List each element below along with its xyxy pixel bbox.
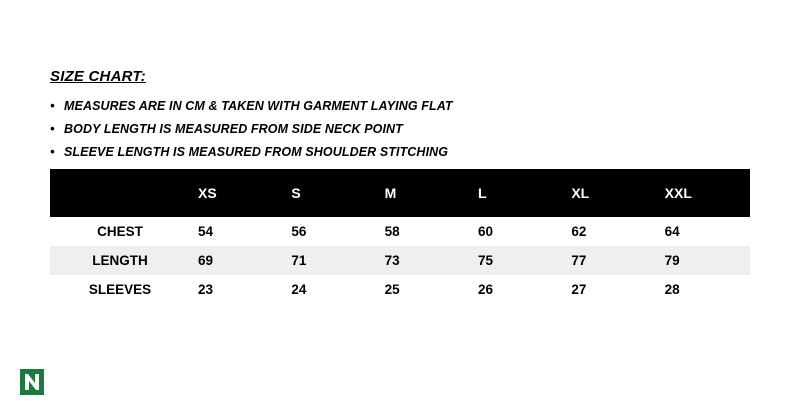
table-header-row [50, 169, 750, 217]
cell-sleeves-m: 25 [384, 282, 400, 297]
column-header-l: L [477, 185, 487, 201]
cell-chest-s: 56 [291, 224, 307, 239]
row-label-length: LENGTH [92, 253, 148, 268]
page-title: SIZE CHART: [50, 68, 146, 85]
cell-sleeves-xs: 23 [198, 282, 214, 297]
table-corner-cell [50, 169, 190, 217]
cell-sleeves-s: 24 [291, 282, 307, 297]
cell-length-xxl: 79 [664, 253, 680, 268]
note-item: • SLEEVE LENGTH IS MEASURED FROM SHOULDER STITCHING [50, 145, 750, 159]
cell-chest-xxl: 64 [664, 224, 680, 239]
cell-length-l: 75 [477, 253, 494, 268]
table-row [50, 275, 750, 304]
table-header [50, 169, 750, 217]
notes-list [50, 99, 750, 159]
row-label-chest: CHEST [97, 224, 143, 239]
table-row [50, 246, 750, 275]
cell-chest-xs: 54 [198, 224, 214, 239]
cell-sleeves-l: 26 [477, 282, 494, 297]
column-header-m: M [384, 185, 397, 201]
cell-chest-m: 58 [384, 224, 400, 239]
cell-length-m: 73 [384, 253, 400, 268]
cell-sleeves-xl: 27 [571, 282, 587, 297]
row-label-sleeves: SLEEVES [88, 282, 152, 297]
cell-sleeves-xxl: 28 [664, 282, 680, 297]
column-header-xl: XL [571, 185, 590, 201]
size-chart-table [50, 169, 750, 304]
table-row [50, 217, 750, 246]
column-header-s: S [291, 185, 301, 201]
cell-length-xs: 69 [198, 253, 214, 268]
size-chart-content [50, 68, 750, 304]
column-header-xxl: XXL [664, 185, 692, 201]
note-item: • MEASURES ARE IN CM & TAKEN WITH GARMENT LAYING FLAT [50, 99, 750, 113]
cell-length-xl: 77 [571, 253, 587, 268]
cell-chest-l: 60 [477, 224, 494, 239]
note-item: • BODY LENGTH IS MEASURED FROM SIDE NECK POINT [50, 122, 750, 136]
cell-chest-xl: 62 [571, 224, 587, 239]
cell-length-s: 71 [291, 253, 307, 268]
table-body [50, 217, 750, 304]
column-header-xs: XS [198, 185, 217, 201]
brand-logo-icon [20, 369, 44, 395]
